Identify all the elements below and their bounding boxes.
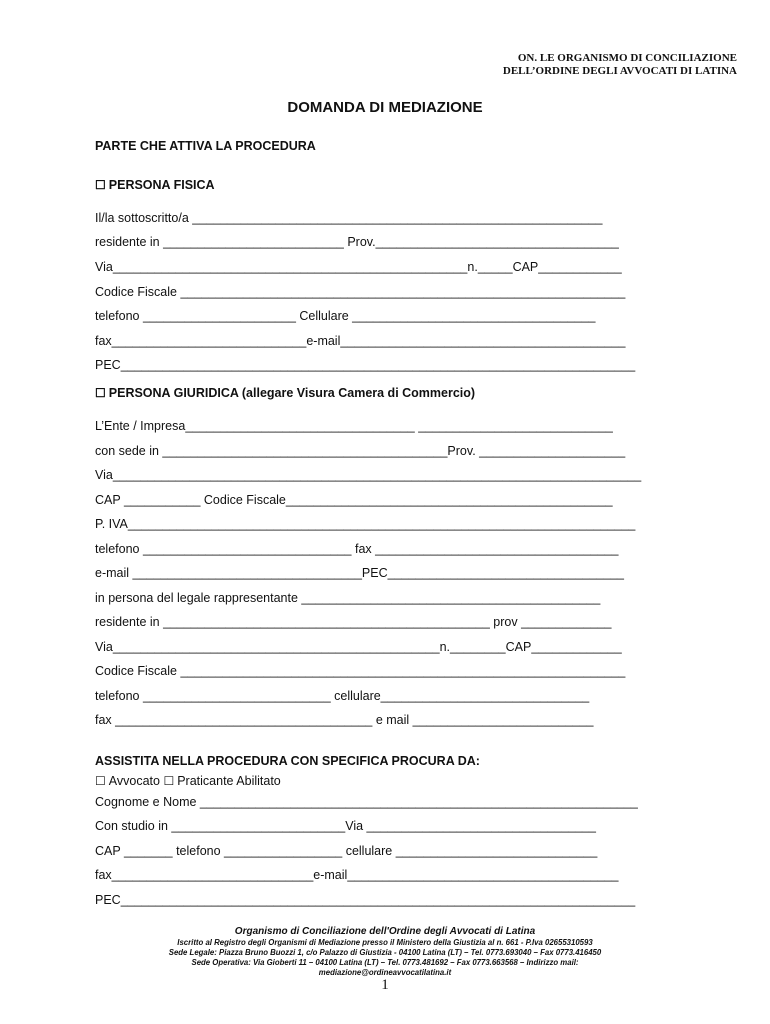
field-telefono-fax[interactable]: telefono ______________________________ fax ___________________________________: [95, 542, 619, 556]
field-legale-rappresentante[interactable]: in persona del legale rappresentante ___________________________________________: [95, 591, 601, 605]
field-partita-iva[interactable]: P. IVA_________________________________________________________________________: [95, 517, 636, 531]
field-sottoscritto[interactable]: Il/la sottoscritto/a ___________________________________________________________: [95, 211, 603, 225]
footer-email: mediazione@ordineavvocatilatina.it: [318, 968, 452, 977]
persona-fisica-label: PERSONA FISICA: [108, 178, 215, 192]
field-ente-impresa[interactable]: L’Ente / Impresa_________________________________ ____________________________: [95, 419, 613, 433]
field-studio-via[interactable]: Con studio in _________________________Via _________________________________: [95, 819, 596, 833]
field-sede-prov[interactable]: con sede in _________________________________________Prov. _____________________: [95, 444, 626, 458]
field-residente-prov[interactable]: residente in __________________________ Prov.___________________________________: [95, 235, 619, 249]
field-cap-codice-fiscale[interactable]: CAP ___________ Codice Fiscale_______________________________________________: [95, 493, 613, 507]
section-party-heading: PARTE CHE ATTIVA LA PROCEDURA: [95, 139, 316, 153]
assistita-options: [95, 774, 281, 788]
field-email-pec[interactable]: e-mail _________________________________PEC__________________________________: [95, 566, 624, 580]
persona-giuridica-checkbox[interactable]: ☐: [95, 386, 106, 400]
field-pec[interactable]: PEC__________________________________________________________________________: [95, 358, 636, 372]
field-via-n-cap[interactable]: Via___________________________________________________n._____CAP____________: [95, 260, 622, 274]
persona-giuridica-option[interactable]: [95, 386, 475, 400]
avvocato-checkbox[interactable]: ☐: [95, 774, 106, 788]
persona-fisica-option[interactable]: [95, 178, 215, 192]
page-footer: [0, 926, 770, 978]
praticante-label: Praticante Abilitato: [177, 774, 281, 788]
document-title: DOMANDA DI MEDIAZIONE: [287, 99, 483, 116]
field-rappresentante-via[interactable]: Via_______________________________________________n.________CAP_____________: [95, 640, 622, 654]
praticante-checkbox[interactable]: ☐: [163, 774, 175, 788]
field-fax-email[interactable]: fax____________________________e-mail_________________________________________: [95, 334, 626, 348]
field-codice-fiscale[interactable]: Codice Fiscale ________________________________________________________________: [95, 285, 626, 299]
field-rappresentante-residente[interactable]: residente in _______________________________________________ prov _____________: [95, 615, 612, 629]
field-rappresentante-telefono[interactable]: telefono ___________________________ cellulare______________________________: [95, 689, 590, 703]
field-assistita-fax-email[interactable]: fax_____________________________e-mail_______________________________________: [95, 868, 619, 882]
praticante-option[interactable]: [163, 774, 280, 788]
header-line-2: DELL’ORDINE DEGLI AVVOCATI DI LATINA: [502, 65, 737, 77]
field-assistita-pec[interactable]: PEC__________________________________________________________________________: [95, 893, 636, 907]
field-assistita-cap-telefono[interactable]: CAP _______ telefono _________________ cellulare _____________________________: [95, 844, 598, 858]
field-telefono-cellulare[interactable]: telefono ______________________ Cellulare ___________________________________: [95, 309, 596, 323]
footer-sede-operativa: Sede Operativa: Via Gioberti 11 – 04100 Latina (LT) – Tel. 0773.481692 – Fax 0773.663568 – Indirizzo mail:: [191, 958, 579, 967]
persona-fisica-checkbox[interactable]: ☐: [95, 178, 106, 192]
footer-sede-legale: Sede Legale: Piazza Bruno Buozzi 1, c/o Palazzo di Giustizia - 04100 Latina (LT) – Tel. 0773.693040 – Fax 0773.416450: [168, 948, 602, 957]
avvocato-option[interactable]: [95, 774, 160, 788]
field-rappresentante-fax-email[interactable]: fax _____________________________________ e mail __________________________: [95, 713, 594, 727]
persona-giuridica-label: PERSONA GIURIDICA (allegare Visura Camera di Commercio): [108, 386, 476, 400]
avvocato-label: Avvocato: [108, 774, 160, 788]
assistita-heading: ASSISTITA NELLA PROCEDURA CON SPECIFICA PROCURA DA:: [95, 754, 480, 768]
field-sede-via[interactable]: Via____________________________________________________________________________: [95, 468, 642, 482]
field-rappresentante-codice-fiscale[interactable]: Codice Fiscale ________________________________________________________________: [95, 664, 626, 678]
field-cognome-nome[interactable]: Cognome e Nome _______________________________________________________________: [95, 795, 638, 809]
header-line-1: ON. LE ORGANISMO DI CONCILIAZIONE: [517, 52, 737, 64]
document-header: [503, 52, 737, 78]
footer-registro: Iscritto al Registro degli Organismi di Mediazione presso il Ministero della Giustizia al n. 661 - P.Iva 02655310593: [177, 938, 593, 947]
page-number: 1: [381, 977, 389, 993]
footer-title: Organismo di Conciliazione dell'Ordine degli Avvocati di Latina: [234, 926, 536, 937]
